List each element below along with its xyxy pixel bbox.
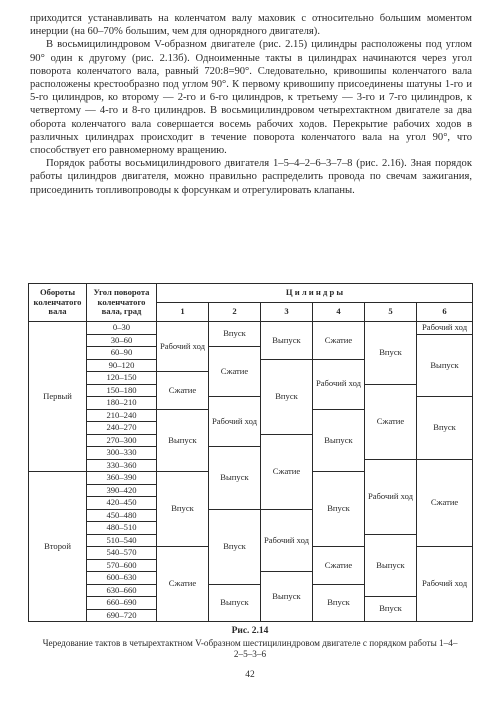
angle-cell: 300–330 [87, 447, 157, 460]
angle-cell: 30–60 [87, 334, 157, 347]
stroke-cell-intake: Впуск [365, 322, 417, 385]
stroke-alternation-table [28, 283, 473, 622]
figure-label: Рис. 2.14 [231, 626, 269, 636]
angle-cell: 600–630 [87, 572, 157, 585]
stroke-cell-compression: Сжатие [209, 347, 261, 397]
paragraph-2: В восьмицилиндровом V-образном двигателе (рис. 2.15) цилиндры расположены под углом 90° один к другому (рис. 2.13б). Одноименные такты в цилиндрах начинаются через угол поворота коленчатого вала, равный 720:8=90°. Следовательно, кривошипы коленчатого вала расположены крестообразно под углом 90°. К первому кривошипу присоединены шатуны 1-го и 5-го цилиндров, ко второму — 2-го и 6-го цилиндров, к третьему — 3-го и 7-го цилиндров, к четвертому — 4-го и 8-го цилиндров. В восьмицилиндровом четырехтактном двигателе за два оборота коленчатого вала совершается восемь рабочих ходов. Перекрытие рабочих ходов в различных цилиндрах происходит в течение поворота коленчатого вала на угол 90°, что способствует его равномерному вращению. [30, 39, 472, 157]
stroke-table-container [28, 283, 472, 621]
stroke-cell-power: Рабочий ход [157, 322, 209, 372]
stroke-cell-intake: Впуск [209, 509, 261, 584]
angle-cell: 450–480 [87, 509, 157, 522]
stroke-cell-intake: Впуск [261, 359, 313, 434]
table-row [29, 322, 473, 335]
angle-cell: 90–120 [87, 359, 157, 372]
stroke-cell-exhaust: Выпуск [209, 447, 261, 510]
stroke-cell-intake: Впуск [157, 472, 209, 547]
stroke-cell-compression: Сжатие [157, 372, 209, 410]
angle-cell: 420–450 [87, 497, 157, 510]
revolution-first: Первый [29, 322, 87, 472]
paragraph-3: Порядок работы восьмицилиндрового двигателя 1–5–4–2–6–3–7–8 (рис. 2.16). Зная порядок работы цилиндров двигателя, можно правильно распределить провода по свечам зажигания, присоединить топливопроводы к форсункам и отрегулировать клапаны. [30, 158, 472, 196]
figure-caption: Чередование тактов в четырехтактном V-образном шестицилиндровом двигателе с порядком работы 1–4–2–5–3–6 [42, 638, 458, 660]
stroke-cell-exhaust: Выпуск [157, 409, 209, 472]
header-cylinders: Ц и л и н д р ы [157, 284, 473, 303]
cylinder-number-header: 1 [157, 303, 209, 322]
stroke-cell-exhaust: Выпуск [209, 584, 261, 622]
cylinder-number-header: 5 [365, 303, 417, 322]
stroke-cell-compression: Сжатие [261, 434, 313, 509]
stroke-cell-power: Рабочий ход [209, 397, 261, 447]
angle-cell: 240–270 [87, 422, 157, 435]
stroke-cell-exhaust: Выпуск [313, 409, 365, 472]
stroke-cell-power: Рабочий ход [417, 547, 473, 622]
angle-cell: 360–390 [87, 472, 157, 485]
angle-cell: 690–720 [87, 609, 157, 622]
angle-cell: 630–660 [87, 584, 157, 597]
angle-cell: 0–30 [87, 322, 157, 335]
angle-cell: 210–240 [87, 409, 157, 422]
angle-cell: 540–570 [87, 547, 157, 560]
angle-cell: 120–150 [87, 372, 157, 385]
stroke-cell-intake: Впуск [313, 584, 365, 622]
stroke-cell-compression: Сжатие [313, 322, 365, 360]
stroke-cell-intake: Впуск [209, 322, 261, 347]
cylinder-number-header: 6 [417, 303, 473, 322]
stroke-cell-exhaust: Выпуск [261, 322, 313, 360]
stroke-cell-compression: Сжатие [417, 459, 473, 547]
angle-cell: 270–300 [87, 434, 157, 447]
stroke-cell-power: Рабочий ход [313, 359, 365, 409]
paragraph-1: приходится устанавливать на коленчатом валу маховик с относительно большим моментом инерции (на 60–70% большим, чем для однорядного двигателя). [30, 13, 472, 38]
angle-cell: 60–90 [87, 347, 157, 360]
stroke-cell-intake: Впуск [313, 472, 365, 547]
revolution-second: Второй [29, 472, 87, 622]
angle-cell: 180–210 [87, 397, 157, 410]
angle-cell: 330–360 [87, 459, 157, 472]
stroke-cell-compression: Сжатие [157, 547, 209, 622]
stroke-cell-power: Рабочий ход [261, 509, 313, 572]
text-block [30, 12, 472, 197]
angle-cell: 510–540 [87, 534, 157, 547]
stroke-cell-compression: Сжатие [365, 384, 417, 459]
stroke-cell-intake: Впуск [365, 597, 417, 622]
header-angle: Угол поворота коленчатого вала, град [87, 284, 157, 322]
cylinder-number-header: 3 [261, 303, 313, 322]
stroke-cell-exhaust: Выпуск [417, 334, 473, 397]
stroke-cell-exhaust: Выпуск [365, 534, 417, 597]
stroke-cell-intake: Впуск [417, 397, 473, 460]
stroke-cell-compression: Сжатие [313, 547, 365, 585]
page-number: 42 [245, 670, 255, 680]
stroke-cell-exhaust: Выпуск [261, 572, 313, 622]
header-revolutions: Обороты коленчатого вала [29, 284, 87, 322]
angle-cell: 480–510 [87, 522, 157, 535]
cylinder-number-header: 4 [313, 303, 365, 322]
angle-cell: 390–420 [87, 484, 157, 497]
angle-cell: 150–180 [87, 384, 157, 397]
stroke-cell-power: Рабочий ход [417, 322, 473, 335]
stroke-cell-power: Рабочий ход [365, 459, 417, 534]
cylinder-number-header: 2 [209, 303, 261, 322]
angle-cell: 660–690 [87, 597, 157, 610]
angle-cell: 570–600 [87, 559, 157, 572]
